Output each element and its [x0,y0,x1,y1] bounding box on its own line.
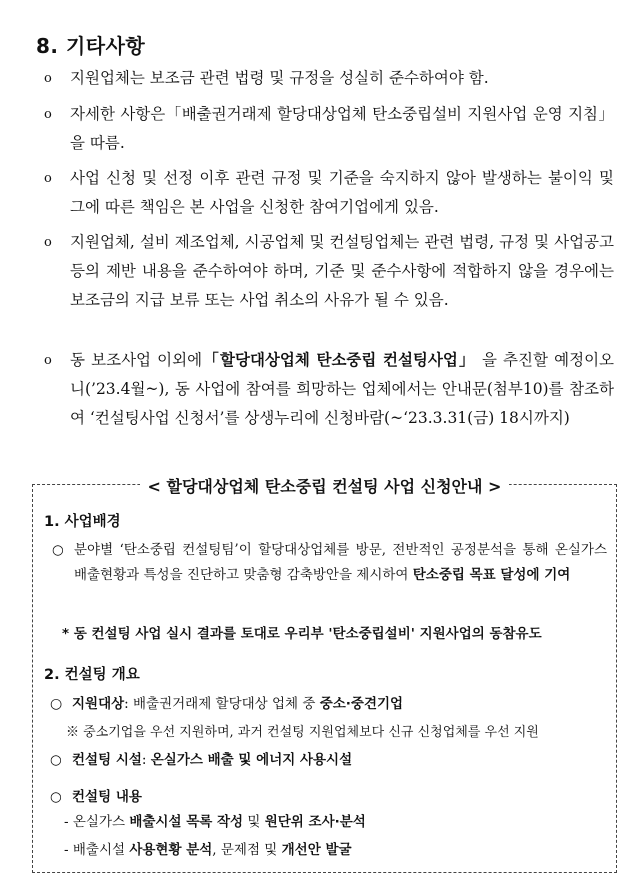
item-text: 지원업체는 보조금 관련 법령 및 규정을 성실히 준수하여야 함. [70,69,489,87]
info-box-header [32,474,617,496]
content-bold-1: 배출시설 목록 작성 [129,814,244,830]
item-text: 사업 신청 및 선정 이후 관련 규정 및 기준을 숙지하지 않아 발생하는 불이익 및 그에 따른 책임은 본 사업을 신청한 참여기업에게 있음. [70,169,614,216]
overview-heading: 2. 컨설팅 개요 [44,667,140,683]
content-label: 컨설팅 내용 [72,789,142,805]
list-item [44,64,614,93]
target-text: : 배출권거래제 할당대상 업체 중 [124,696,316,712]
content-pre: 온실가스 [72,814,126,830]
item-text [44,346,614,433]
background-note: * 동 컨설팅 사업 실시 결과를 토대로 우리부 '탄소중립설비' 지원사업의 동참유도 [62,626,542,642]
content-pre: 배출시설 [72,842,126,858]
content-mid: , 문제점 및 [212,842,278,858]
background-text-bold: 탄소중립 목표 달성에 기여 [412,567,571,583]
bullet: o [44,235,52,250]
content-row [50,785,142,810]
section-title: 8. 기타사항 [36,34,146,58]
item-text-bold: 「할당대상업체 탄소중립 컨설팅사업」 [202,351,476,369]
bullet: o [44,107,52,122]
item-text-post: 을 추진할 예정이오니(’23.4월~), 동 사업에 참여를 희망하는 업체에서는 안내문(첨부10)를 참조하여 ‘컨설팅사업 신청서’를 상생누리에 신청바람(~‘23.3.31(금) 18시까지) [70,351,615,427]
content-bold-2: 개선안 발굴 [281,842,352,858]
bullet: o [44,353,52,368]
item-text: 지원업체, 설비 제조업체, 시공업체 및 컨설팅업체는 관련 법령, 규정 및 사업공고 등의 제반 내용을 준수하여야 하며, 기준 및 준수사항에 적합하지 않을 경우에는 보조금의 지급 보류 또는 사업 취소의 사유가 될 수 있음. [70,233,614,309]
content-item [64,838,352,863]
item-text: 자세한 사항은「배출권거래제 할당대상업체 탄소중립설비 지원사업 운영 지침」을 따름. [70,105,614,152]
content-bold-1: 사용현황 분석 [129,842,213,858]
content-item [64,810,366,835]
target-label: 지원대상 [72,696,125,712]
list-item [44,100,614,158]
dash: - [64,842,69,858]
circle-bullet: ○ [50,752,62,768]
content-bold-2: 원단위 조사·분석 [264,814,366,830]
circle-bullet: ○ [50,696,63,712]
bullet: o [44,71,52,86]
target-note: ※ 중소기업을 우선 지원하며, 과거 컨설팅 지원업체보다 신규 신청업체를 우선 지원 [66,725,539,740]
facility-label: 컨설팅 시설 [72,752,142,768]
box-title: < 할당대상업체 탄소중립 컨설팅 사업 신청안내 > [140,477,510,496]
list-item [44,228,614,315]
target-row [50,692,403,717]
circle-bullet: ○ [50,789,62,805]
list-item [44,164,614,222]
target-bold: 중소·중견기업 [319,696,404,712]
facility-row [50,748,352,773]
background-item [52,538,607,588]
bullet: o [44,171,52,186]
background-heading: 1. 사업배경 [44,514,121,530]
background-text: 분야별 ‘탄소중립 컨설팅팀’이 할당대상업체를 방문, 전반적인 공정분석을 통해 온실가스 배출현황과 특성을 진단하고 맞춤형 감축방안을 제시하여 [74,542,607,583]
dash: - [64,814,69,830]
list-item [44,346,614,433]
item-text-pre: 동 보조사업 이외에 [70,351,203,369]
facility-text: : [141,752,147,768]
content-mid: 및 [247,814,261,830]
facility-bold: 온실가스 배출 및 에너지 사용시설 [150,752,353,768]
bullet: ○ [52,542,64,558]
